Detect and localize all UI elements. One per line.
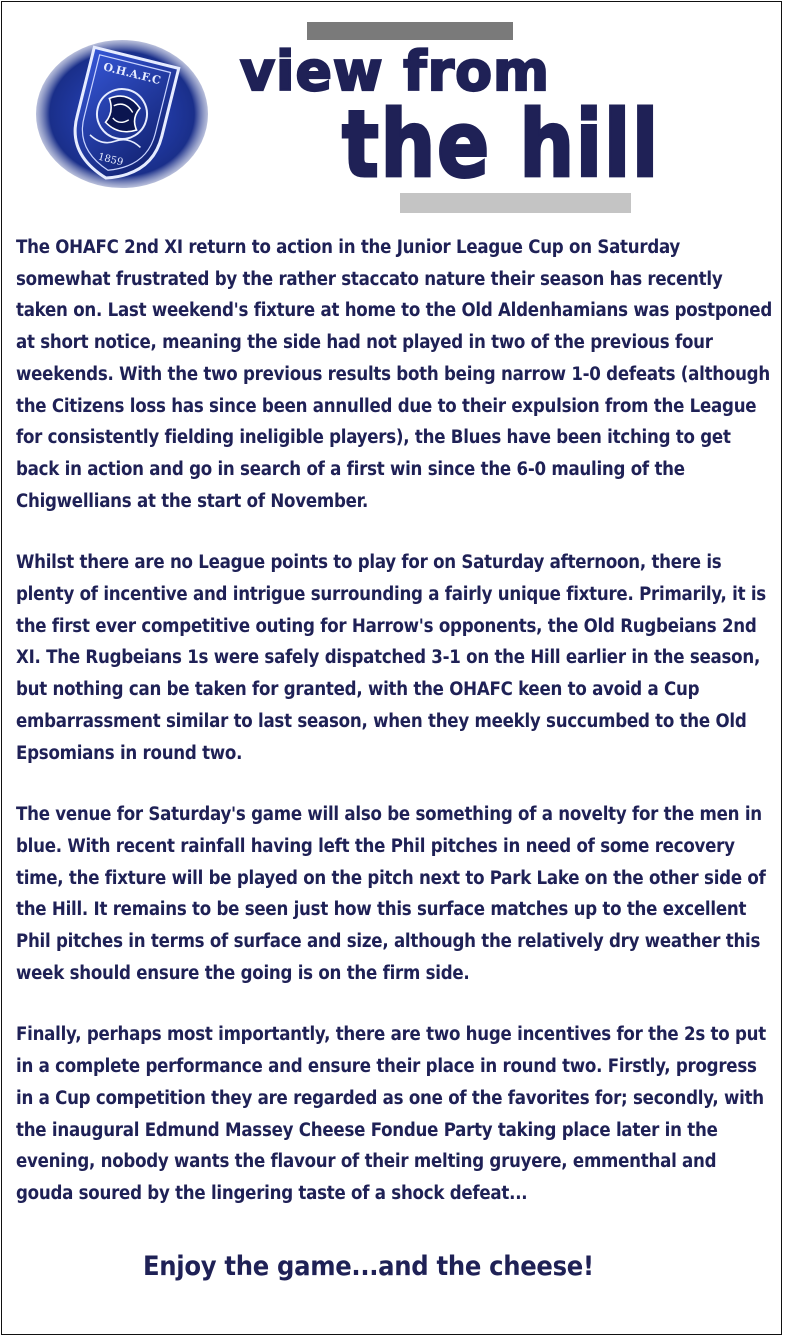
- article-body: [16, 232, 776, 1240]
- article-paragraph-3: The venue for Saturday's game will also be something of a novelty for the men in blue. With recent rainfall having left the Phil pitches in need of some recovery time, the fixture will be played on the pitch next to Park Lake on the other side of the Hill. It remains to be seen just how this surface matches up to the excellent Phil pitches in terms of surface and size, although the relatively dry weather this week should ensure the going is on the firm side.: [16, 804, 766, 984]
- decorative-bar-bottom: [400, 193, 631, 213]
- badge-year: 1859: [96, 151, 125, 169]
- title-line-1: view from: [240, 40, 550, 103]
- closing-line: Enjoy the game...and the cheese!: [143, 1251, 594, 1282]
- decorative-bar-top: [307, 22, 513, 40]
- article-paragraph-1: The OHAFC 2nd XI return to action in the Junior League Cup on Saturday somewhat frustrated by the rather staccato nature their season has recently taken on. Last weekend's fixture at home to the Old Aldenhamians was postponed at short notice, meaning the side had not played in two of the previous four weekends. With the two previous results both being narrow 1-0 defeats (although the Citizens loss has since been annulled due to their expulsion from the League for consistently fielding ineligible players), the Blues have been itching to get back in action and go in search of a first win since the 6-0 mauling of the Chigwellians at the start of November.: [16, 237, 773, 512]
- article-paragraph-2: Whilst there are no League points to play for on Saturday afternoon, there is plenty of incentive and intrigue surrounding a fairly unique fixture. Primarily, it is the first ever competitive outing for Harrow's opponents, the Old Rugbeians 2nd XI. The Rugbeians 1s were safely dispatched 3-1 on the Hill earlier in the season, but nothing can be taken for granted, with the OHAFC keen to avoid a Cup embarrassment similar to last season, when they meekly succumbed to the Old Epsomians in round two.: [16, 552, 766, 764]
- club-badge-logo: [34, 38, 209, 190]
- badge-text-top: O.H.A.F.C: [102, 60, 163, 88]
- masthead-title: [230, 40, 690, 190]
- title-line-2: the hill: [342, 91, 660, 190]
- article-paragraph-4: Finally, perhaps most importantly, there are two huge incentives for the 2s to put in a complete performance and ensure their place in round two. Firstly, progress in a Cup competition they are regarded as one of the favorites for; secondly, with the inaugural Edmund Massey Cheese Fondue Party taking place later in the evening, nobody wants the flavour of their melting gruyere, emmenthal and gouda soured by the lingering taste of a shock defeat...: [16, 1024, 766, 1204]
